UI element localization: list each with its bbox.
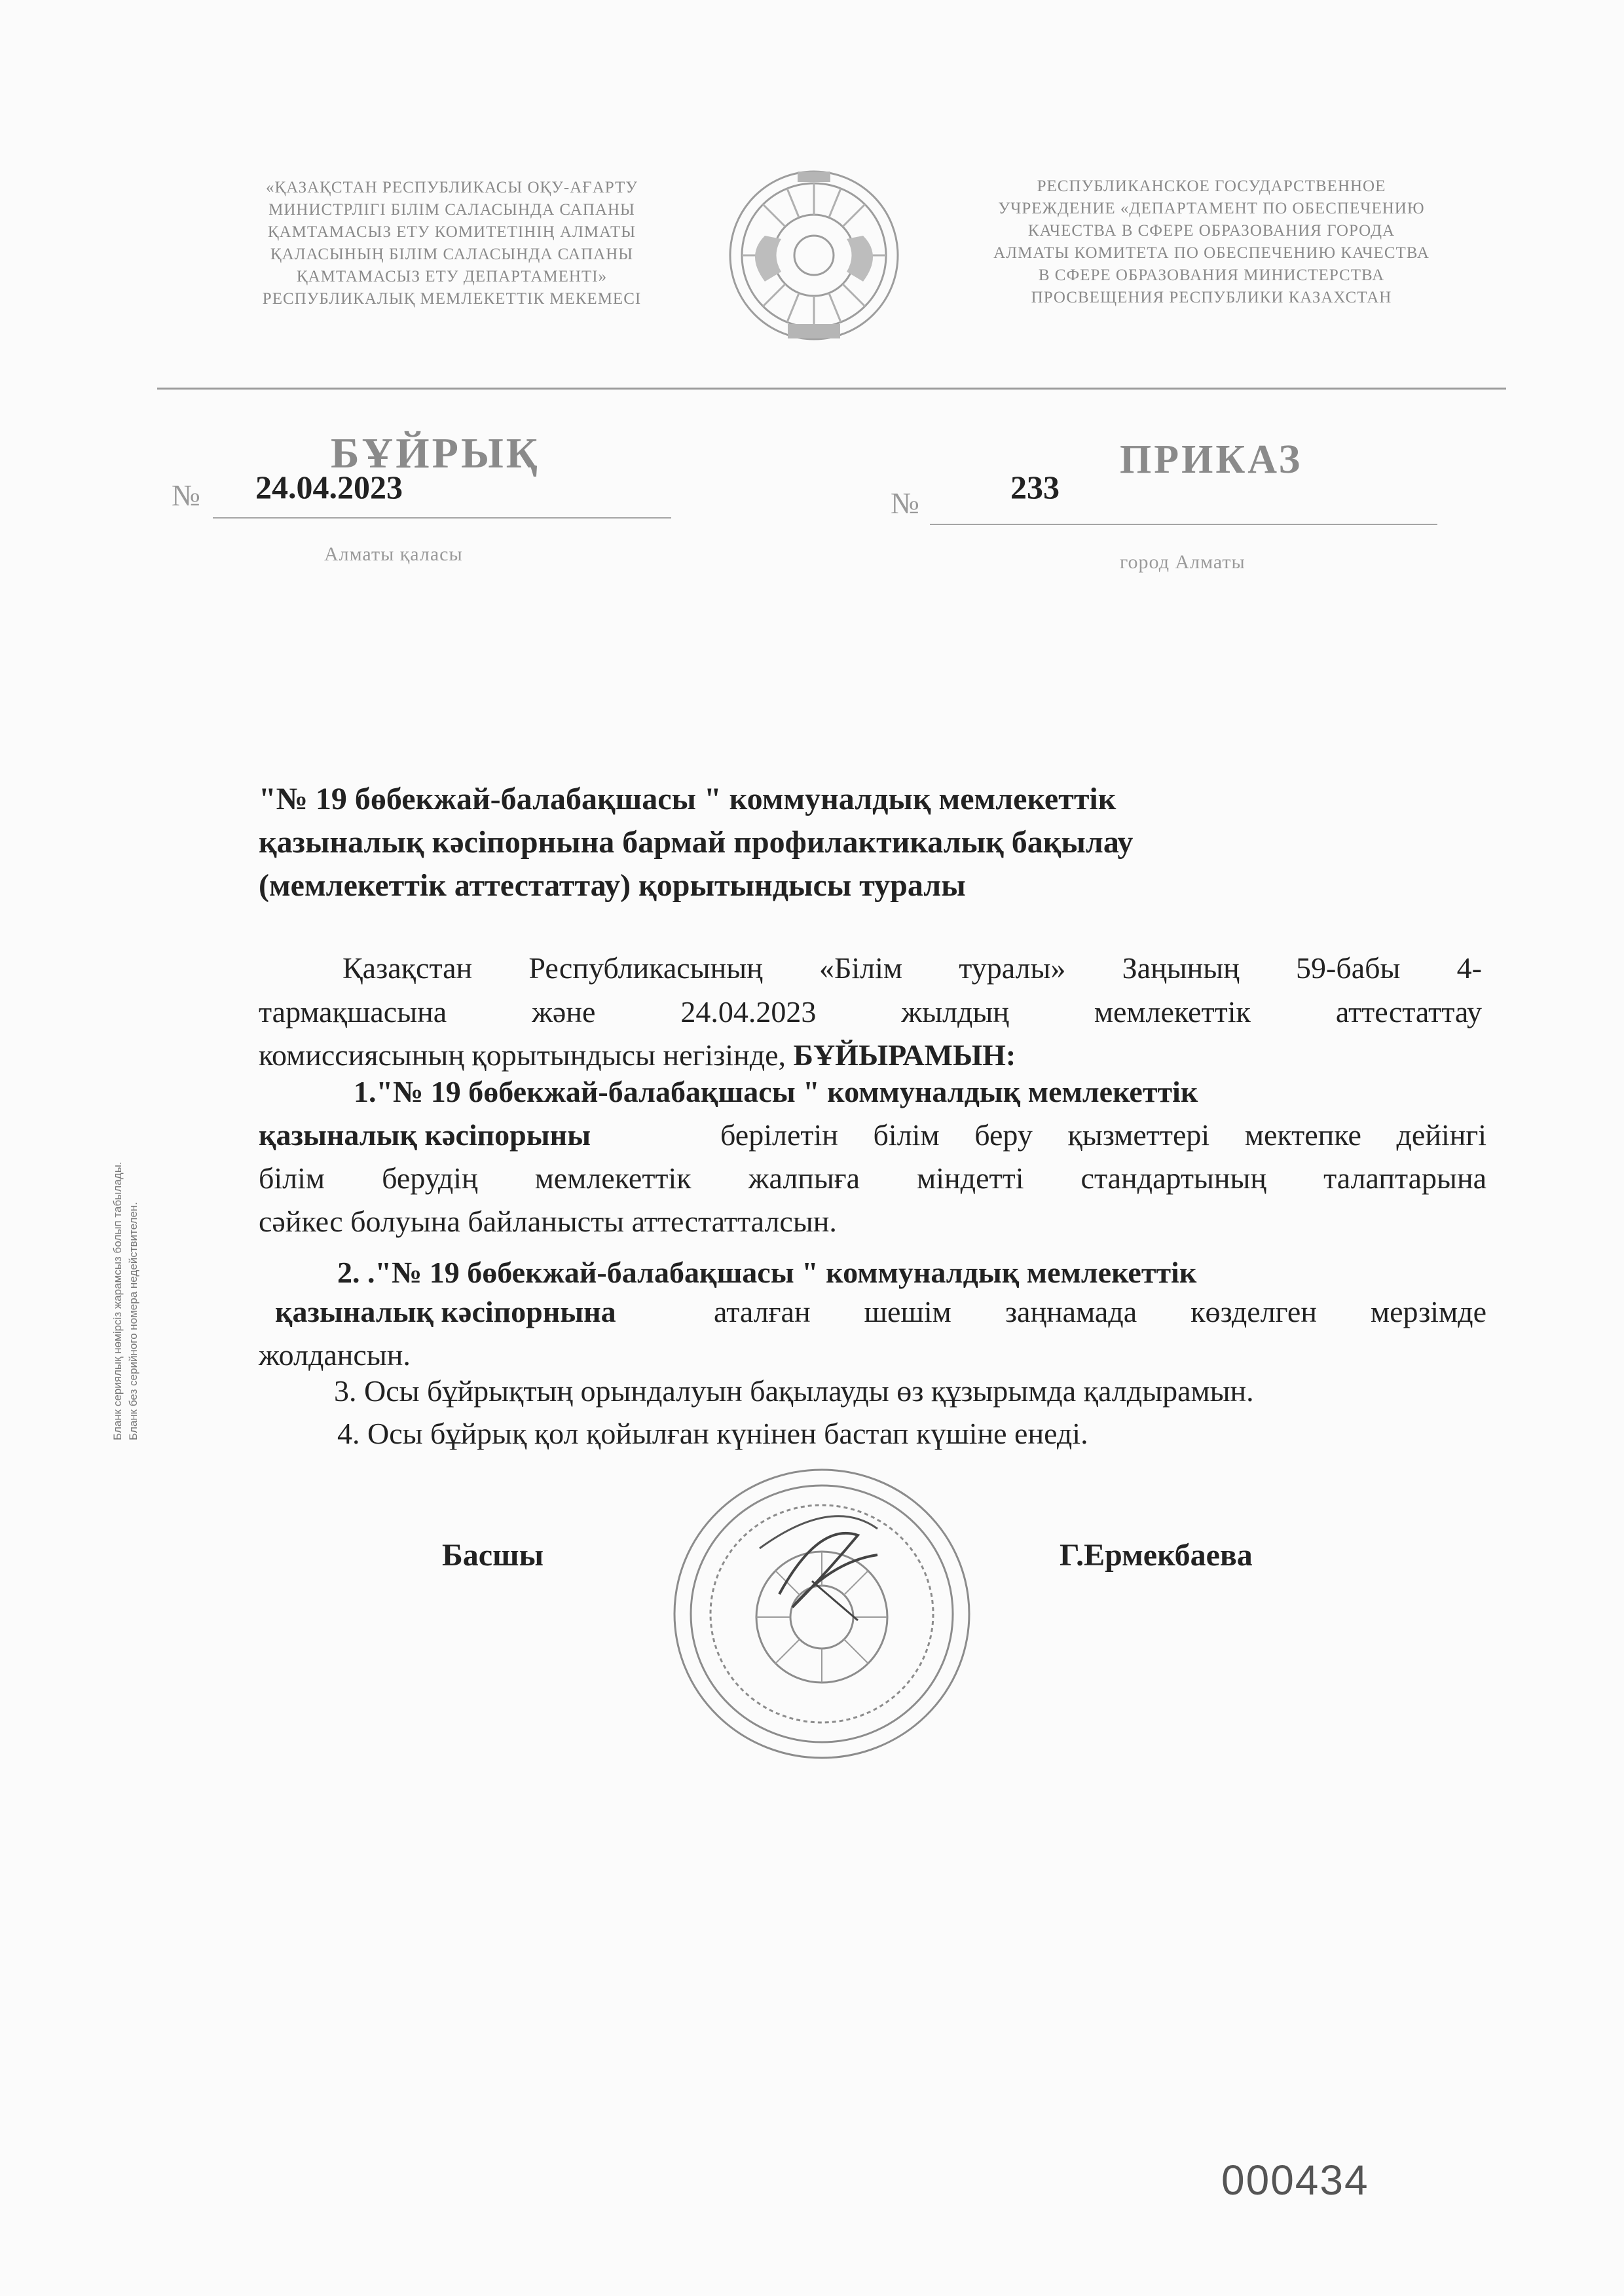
city-ru: город Алматы: [1120, 551, 1246, 573]
item-4: 4. Осы бұйрық қол қойылған күнінен бастап күшіне енеді.: [337, 1417, 1088, 1450]
item-1-text: берілетін білім беру қызметтері мектепке дейінгі: [720, 1118, 1486, 1152]
document-title: [259, 778, 1424, 907]
number-underline: [930, 524, 1437, 525]
title-line: (мемлекеттік аттестаттау) қорытындысы туралы: [259, 868, 966, 903]
body-line: сәйкес болуына байланысты аттестатталсын.: [259, 1205, 837, 1238]
body-line: тармақшасына және 24.04.2023 жылдың мемлекеттік аттестаттау: [259, 995, 1482, 1029]
serial-number: 000434: [1221, 2157, 1369, 2204]
letterhead-left-line: МИНИСТРЛІГІ БІЛІМ САЛАСЫНДА САПАНЫ: [268, 201, 635, 219]
official-stamp-icon: [661, 1457, 982, 1771]
order-date: 24.04.2023: [255, 469, 403, 505]
letterhead-right-line: РЕСПУБЛИКАНСКОЕ ГОСУДАРСТВЕННОЕ: [1037, 177, 1386, 195]
letterhead-right-line: АЛМАТЫ КОМИТЕТА ПО ОБЕСПЕЧЕНИЮ КАЧЕСТВА: [993, 244, 1430, 262]
body-line: білім берудің мемлекеттік жалпыға міндетті стандартының талаптарына: [259, 1161, 1486, 1195]
letterhead-left-line: «ҚАЗАҚСТАН РЕСПУБЛИКАСЫ ОҚУ-АҒАРТУ: [266, 179, 638, 196]
body-text: комиссиясының қорытындысы негізінде,: [259, 1038, 786, 1072]
item-1-bold: қазыналық кәсіпорыны: [259, 1118, 591, 1152]
state-emblem-icon: [719, 157, 909, 354]
side-note-line: Бланк сериялық нөмірсіз жарамсыз болып табылады.: [111, 1161, 124, 1440]
side-note-line: Бланк без серийного номера недействителен.: [127, 1201, 139, 1440]
order-title-kz: БҰЙРЫҚ: [331, 429, 540, 477]
side-note: [110, 1161, 141, 1440]
city-kz: Алматы қаласы: [324, 543, 463, 565]
letterhead-left-line: ҚАМТАМАСЫЗ ЕТУ КОМИТЕТІНІҢ АЛМАТЫ: [267, 223, 637, 241]
signatory-title: Басшы: [442, 1538, 544, 1573]
letterhead-left-line: ҚАЛАСЫНЫҢ БІЛІМ САЛАСЫНДА САПАНЫ: [270, 246, 634, 263]
item-3: 3. Осы бұйрықтың орындалуын бақылауды өз құзырымда қалдырамын.: [334, 1374, 1254, 1408]
order-keyword: БҰЙЫРАМЫН:: [793, 1038, 1016, 1072]
letterhead-left: [190, 177, 714, 310]
number-symbol-left: №: [172, 479, 200, 512]
letterhead-left-line: ҚАМТАМАСЫЗ ЕТУ ДЕПАРТАМЕНТІ»: [296, 268, 608, 285]
letterhead-right-line: УЧРЕЖДЕНИЕ «ДЕПАРТАМЕНТ ПО ОБЕСПЕЧЕНИЮ: [998, 200, 1425, 217]
header-divider: [157, 388, 1506, 390]
title-line: "№ 19 бөбекжай-балабақшасы " коммуналдық мемлекеттік: [259, 782, 1116, 816]
letterhead-right-line: КАЧЕСТВА В СФЕРЕ ОБРАЗОВАНИЯ ГОРОДА: [1027, 222, 1395, 240]
letterhead-right: [923, 175, 1500, 309]
item-2-text: аталған шешім заңнамада көзделген мерзімде: [714, 1295, 1486, 1328]
signatory-name: Г.Ермекбаева: [1060, 1538, 1253, 1573]
order-title-ru: ПРИКАЗ: [1120, 437, 1303, 482]
letterhead-right-line: ПРОСВЕЩЕНИЯ РЕСПУБЛИКИ КАЗАХСТАН: [1031, 289, 1392, 306]
item-1-heading: 1."№ 19 бөбекжай-балабақшасы " коммуналдық мемлекеттік: [354, 1075, 1198, 1108]
title-line: қазыналық кәсіпорнына бармай профилактикалық бақылау: [259, 825, 1134, 860]
item-2-bold: қазыналық кәсіпорнына: [275, 1295, 616, 1328]
letterhead-left-line: РЕСПУБЛИКАЛЫҚ МЕМЛЕКЕТТІК МЕКЕМЕСІ: [262, 290, 642, 308]
item-2-heading: 2. ."№ 19 бөбекжай-балабақшасы " коммуналдық мемлекеттік: [337, 1256, 1197, 1289]
order-number: 233: [1010, 469, 1060, 505]
body-line: Қазақстан Республикасының «Білім туралы» Заңының 59-бабы 4-: [342, 951, 1482, 985]
body-line: [259, 1038, 1016, 1072]
body-line: жолдансын.: [259, 1338, 411, 1372]
letterhead-right-line: В СФЕРЕ ОБРАЗОВАНИЯ МИНИСТЕРСТВА: [1038, 266, 1385, 284]
date-underline: [213, 517, 671, 519]
number-symbol-right: №: [891, 486, 919, 520]
